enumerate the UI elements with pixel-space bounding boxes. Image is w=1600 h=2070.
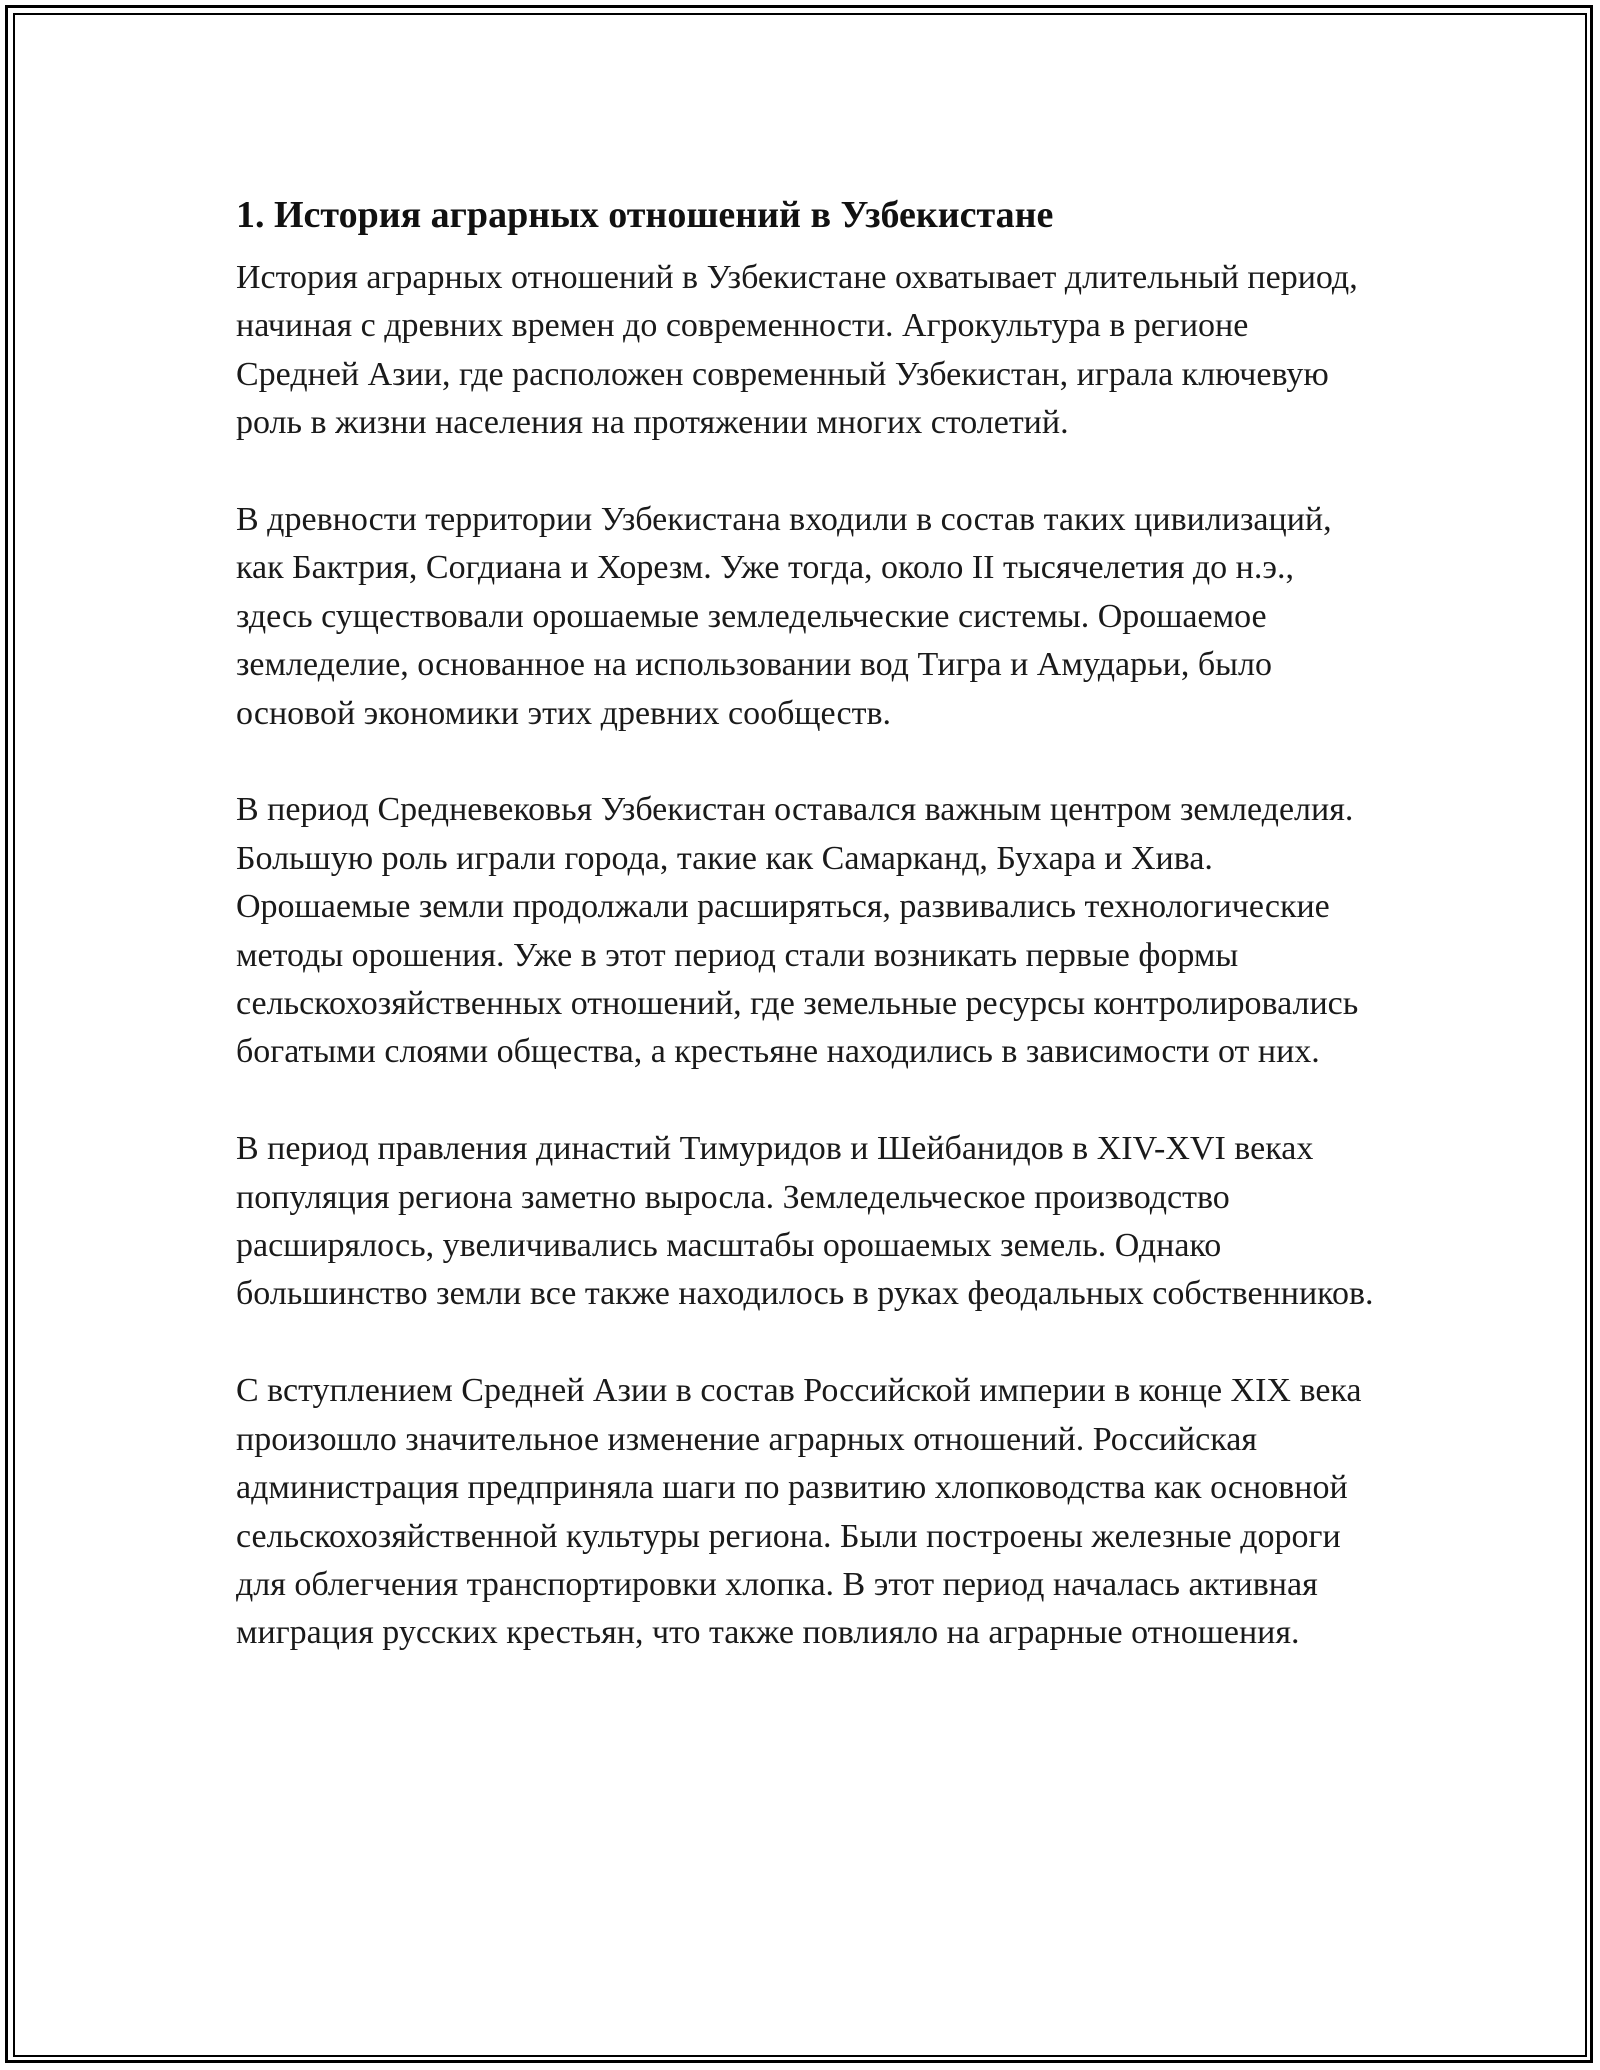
paragraph-timurids: В период правления династий Тимуридов и Шейбанидов в XIV-XVI веках популяция региона заметно выросла. Земледельческое производство расширялось, увеличивались масштабы орошаемых земель. Однако большинство земли все также находилось в руках феодальных собственников. (236, 1130, 1374, 1313)
section-heading: 1. История аграрных отношений в Узбекистане (236, 194, 1054, 236)
paragraph-intro: История аграрных отношений в Узбекистане охватывает длительный период, начиная с древних времен до современности. Агрокультура в регионе Средней Азии, где расположен современный Узбекистан, играла ключевую роль в жизни населения на протяжении многих столетий. (236, 259, 1358, 442)
paragraph-russian-empire: С вступлением Средней Азии в состав Российской империи в конце XIX века произошло значительное изменение аграрных отношений. Российская администрация предприняла шаги по развитию хлопководства как основной сельскохозяйственной культуры региона. Были построены железные дороги для облегчения транспортировки хлопка. В этот период началась активная миграция русских крестьян, что также повлияло на аграрные отношения. (236, 1372, 1362, 1652)
document-body (236, 186, 1376, 1658)
paragraph-middle-ages: В период Средневековья Узбекистан оставался важным центром земледелия. Большую роль играли города, такие как Самарканд, Бухара и Хива. Орошаемые земли продолжали расширяться, развивались технологические методы орошения. Уже в этот период стали возникать первые формы сельскохозяйственных отношений, где земельные ресурсы контролировались богатыми слоями общества, а крестьяне находились в зависимости от них. (236, 791, 1359, 1071)
paragraph-antiquity: В древности территории Узбекистана входили в состав таких цивилизаций, как Бактрия, Согдиана и Хорезм. Уже тогда, около II тысячелетия до н.э., здесь существовали орошаемые земледельческие системы. Орошаемое земледелие, основанное на использовании вод Тигра и Амударьи, было основой экономики этих древних сообществ. (236, 501, 1332, 732)
